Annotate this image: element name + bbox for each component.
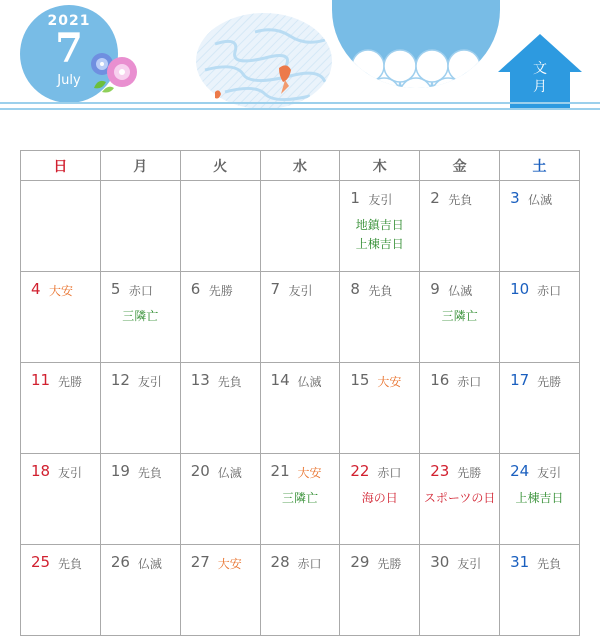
day-cell: [340, 363, 420, 454]
month-name-sign: [498, 34, 582, 108]
day-number: 10: [510, 280, 530, 298]
day-number: 8: [350, 280, 360, 298]
day-cell: [340, 454, 420, 545]
day-cell: [180, 272, 260, 363]
rokuyo-label: 赤口: [457, 375, 482, 389]
day-cell: [500, 545, 580, 636]
rokuyo-label: 大安: [217, 557, 242, 571]
rokuyo-label: 仏滅: [217, 466, 242, 480]
day-number: 17: [510, 371, 530, 389]
rokuyo-label: 仏滅: [137, 557, 162, 571]
day-cell: [500, 454, 580, 545]
rokuyo-label: 先勝: [58, 375, 83, 389]
rokuyo-label: 大安: [49, 284, 74, 298]
day-number: 2: [430, 189, 440, 207]
rokuyo-label: 赤口: [297, 557, 322, 571]
event-list: [261, 489, 340, 508]
wave-pattern-icon: [332, 0, 500, 88]
day-number: 23: [430, 462, 450, 480]
day-number: 5: [110, 280, 121, 298]
auspicious-day-label: 上棟吉日: [515, 491, 564, 505]
day-number: 24: [510, 462, 530, 480]
day-cell: [100, 363, 180, 454]
day-cell: [180, 181, 260, 272]
rokuyo-label: 友引: [58, 466, 83, 480]
year-label: 2021: [47, 13, 91, 29]
day-cell: [100, 272, 180, 363]
day-number: 7: [270, 280, 281, 298]
rokuyo-label: 友引: [457, 557, 482, 571]
calendar-grid: [20, 150, 580, 636]
day-cell: [500, 181, 580, 272]
rokuyo-label: 赤口: [377, 466, 402, 480]
event-list: [420, 489, 499, 508]
day-cell: [260, 363, 340, 454]
rokuyo-label: 先勝: [457, 466, 482, 480]
rokuyo-label: 先負: [137, 466, 162, 480]
rokuyo-label: 先負: [58, 557, 83, 571]
day-number: 22: [350, 462, 370, 480]
event-list: [500, 489, 579, 508]
weekday-thu: 木: [340, 151, 420, 181]
event-list: [340, 489, 419, 508]
day-number: 3: [510, 189, 520, 207]
rokuyo-label: 友引: [537, 466, 562, 480]
rokuyo-label: 先負: [368, 284, 393, 298]
week-row: [21, 181, 580, 272]
day-cell: [180, 454, 260, 545]
day-cell: [260, 181, 340, 272]
weekday-mon: 月: [100, 151, 180, 181]
event-list: [101, 307, 180, 326]
day-cell: [420, 272, 500, 363]
month-english: July: [57, 73, 81, 88]
day-cell: [340, 545, 420, 636]
day-cell: [500, 363, 580, 454]
sign-line-1: 文: [533, 61, 547, 77]
sign-line-2: 月: [533, 79, 547, 95]
day-cell: [21, 545, 101, 636]
day-cell: [260, 454, 340, 545]
day-number: 29: [350, 553, 370, 571]
day-number: 11: [31, 371, 51, 389]
event-list: [420, 307, 499, 326]
rokuyo-label: 先勝: [208, 284, 233, 298]
day-number: 28: [270, 553, 290, 571]
rokuyo-label: 先負: [217, 375, 242, 389]
morning-glory-icon: [84, 48, 142, 94]
auspicious-day-label: 三隣亡: [281, 491, 318, 505]
day-number: 6: [190, 280, 201, 298]
day-number: 13: [190, 371, 210, 389]
weekday-sun: 日: [21, 151, 101, 181]
day-number: 14: [270, 371, 290, 389]
weekday-header-row: [21, 151, 580, 181]
rokuyo-label: 仏滅: [448, 284, 473, 298]
holiday-name: 海の日: [361, 491, 398, 505]
day-number: 27: [190, 553, 210, 571]
day-cell: [420, 181, 500, 272]
day-number: 16: [430, 371, 450, 389]
day-number: 12: [110, 371, 130, 389]
day-cell: [180, 545, 260, 636]
rokuyo-label: 友引: [368, 193, 393, 207]
week-row: [21, 272, 580, 363]
week-row: [21, 363, 580, 454]
rokuyo-label: 先負: [537, 557, 562, 571]
auspicious-day-label: 地鎮吉日: [355, 218, 404, 232]
day-number: 30: [430, 553, 450, 571]
day-cell: [420, 454, 500, 545]
day-cell: [21, 363, 101, 454]
rokuyo-label: 友引: [137, 375, 162, 389]
day-cell: [21, 181, 101, 272]
day-cell: [21, 454, 101, 545]
day-number: 31: [510, 553, 530, 571]
month-number: 7: [55, 25, 83, 72]
rokuyo-label: 先負: [448, 193, 473, 207]
holiday-name: スポーツの日: [423, 491, 496, 505]
day-number: 25: [31, 553, 51, 571]
calendar-header: [0, 0, 600, 115]
rokuyo-label: 大安: [297, 466, 322, 480]
day-cell: [340, 272, 420, 363]
weekday-fri: 金: [420, 151, 500, 181]
weekday-wed: 水: [260, 151, 340, 181]
day-number: 1: [350, 189, 360, 207]
day-cell: [340, 181, 420, 272]
auspicious-day-label: 三隣亡: [441, 309, 478, 323]
rokuyo-label: 大安: [377, 375, 402, 389]
auspicious-day-label: 上棟吉日: [355, 237, 404, 251]
week-row: [21, 454, 580, 545]
day-cell: [100, 181, 180, 272]
header-divider: [0, 100, 600, 112]
day-cell: [500, 272, 580, 363]
day-cell: [21, 272, 101, 363]
rokuyo-label: 友引: [288, 284, 313, 298]
event-list: [340, 216, 419, 254]
day-number: 21: [270, 462, 290, 480]
day-cell: [260, 545, 340, 636]
japanese-month-name: [498, 60, 582, 96]
rokuyo-label: 先勝: [377, 557, 402, 571]
rokuyo-label: 仏滅: [528, 193, 553, 207]
day-number: 19: [110, 462, 130, 480]
day-number: 26: [110, 553, 130, 571]
day-cell: [420, 363, 500, 454]
day-cell: [180, 363, 260, 454]
day-number: 4: [31, 280, 41, 298]
rokuyo-label: 仏滅: [297, 375, 322, 389]
day-number: 9: [430, 280, 440, 298]
day-number: 15: [350, 371, 370, 389]
day-number: 20: [190, 462, 210, 480]
day-cell: [100, 545, 180, 636]
auspicious-day-label: 三隣亡: [122, 309, 159, 323]
weekday-tue: 火: [180, 151, 260, 181]
weekday-sat: 土: [500, 151, 580, 181]
day-number: 18: [31, 462, 51, 480]
goldfish-stream-icon: [195, 12, 333, 110]
day-cell: [420, 545, 500, 636]
rokuyo-label: 赤口: [128, 284, 153, 298]
rokuyo-label: 先勝: [537, 375, 562, 389]
day-cell: [260, 272, 340, 363]
day-cell: [100, 454, 180, 545]
rokuyo-label: 赤口: [537, 284, 562, 298]
week-row: [21, 545, 580, 636]
